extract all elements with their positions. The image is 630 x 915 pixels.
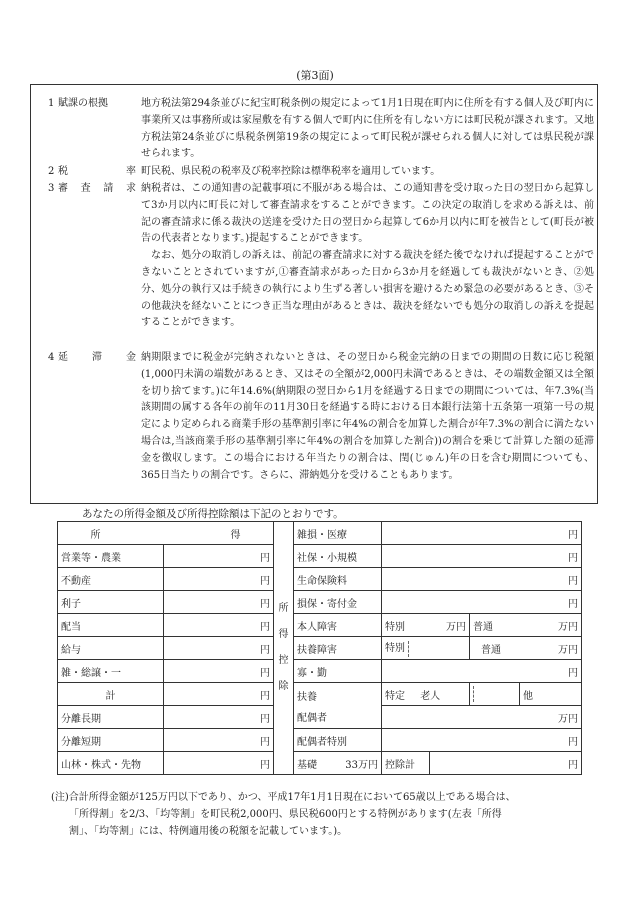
deduction-label: 扶養 配偶者 (294, 683, 382, 729)
income-amount: 円 (164, 591, 274, 614)
section-number: 2 (48, 166, 55, 177)
deduction-amount: 円 (382, 591, 582, 614)
basic-deduction: 基礎 33万円 (294, 752, 382, 775)
deduction-vertical-label: 所 得 控 除 (274, 522, 294, 775)
income-amount: 円 (164, 706, 274, 729)
deduction-total-label: 控除計 (382, 752, 430, 775)
section-rate (48, 164, 594, 181)
income-total-label: 計 (58, 683, 164, 706)
income-total-amount: 円 (164, 683, 274, 706)
income-label: 山林・株式・先物 (58, 752, 164, 775)
section-number: 4 (48, 352, 55, 363)
deduction-label: 寡・勤 (294, 660, 382, 683)
deduction-label: 本人障害 (294, 614, 382, 637)
income-label: 配当 (58, 614, 164, 637)
footnote: (注)合計所得金額が125万円以下であり、かつ、平成17年1月1日現在において65歳以上である場合は、 「所得割」を2/3、「均等割」を町民税2,000円、県民税600円とする特例があります(左表「所得 割」、「均等割」には、特例適用後の税額を記載しています。)。 (51, 792, 516, 837)
table-intro: あなたの所得金額及び所得控除額は下記のとおりです。 (82, 508, 344, 520)
income-amount: 円 (164, 752, 274, 775)
section-body: 町民税、県民税の税率及び税率控除は標準税率を適用しています。 (141, 166, 441, 177)
section-body: 地方税法第294条並びに紀宝町税条例の規定によって1月1日現在町内に住所を有する個人及び町内に事業所又は事務所或は家屋敷を有する個人で町内に住所を有しない方には町民税が課されます。又地方税法第24条並びに県税条例第19条の規定によって町民税が課せられる個人に対しては県民税が課せられます。 (141, 98, 594, 160)
income-label: 分離短期 (58, 729, 164, 752)
dependent-disability-special: 特別 (382, 637, 470, 660)
section-delinquency (48, 350, 594, 484)
dependent-disability-normal: 普通 万円 (470, 637, 582, 660)
deduction-amount: 円 (382, 568, 582, 591)
income-deduction-table (57, 521, 582, 775)
disability-special: 特別 万円 (382, 614, 470, 637)
income-label: 営業等・農業 (58, 545, 164, 568)
income-amount: 円 (164, 660, 274, 683)
dependent-other: 他 (520, 683, 582, 706)
deduction-amount: 円 (382, 729, 582, 752)
deduction-label: 配偶者特別 (294, 729, 382, 752)
income-label: 不動産 (58, 568, 164, 591)
section-number: 1 (48, 98, 55, 109)
disability-normal: 普通 万円 (470, 614, 582, 637)
spouse-amount: 万円 (382, 706, 582, 729)
deduction-label: 社保・小規模 (294, 545, 382, 568)
income-amount: 円 (164, 545, 274, 568)
deduction-total-amount: 円 (430, 752, 582, 775)
deduction-label: 扶養障害 (294, 637, 382, 660)
income-amount: 円 (164, 614, 274, 637)
income-amount: 円 (164, 637, 274, 660)
section-body: 納期限までに税金が完納されないときは、その翌日から税金完納の日までの期間の日数に応じ税額(1,000円未満の端数があるとき、又はその全額が2,000円未満であるときは、その端数金額又は全額を切り捨てます。)に年14.6%(納期限の翌日から1月を経過する日までの期間については、年7.3%(当該期間の属する各年の前年の11月30日を経過する時における日本銀行法第十五条第一項第一号の規定により定められる商業手形の基準割引率に年4%の割合を加算した割合が年7.3%の割合に満たない場合は,当該商業手形の基準割引率に年4%の割合を加算した割合))の割合を乗じて計算した額の延滞金を徴収します。この場合における年当たりの割合は、閏(じゅん)年の日を含む期間についても、365日当たりの割合です。さらに、滞納処分を受けることもあります。 (141, 352, 594, 481)
dependent-specified: 特定 老人 (382, 683, 470, 706)
section-heading: 税 率 (58, 166, 136, 177)
income-label: 給与 (58, 637, 164, 660)
section-heading: 延 滞 金 (58, 352, 136, 363)
section-number: 3 (48, 183, 55, 194)
section-appeal (48, 181, 594, 332)
deduction-amount: 円 (382, 522, 582, 545)
section-basis (48, 96, 594, 163)
income-header: 所 得 (58, 522, 274, 545)
deduction-amount: 円 (382, 545, 582, 568)
income-amount: 円 (164, 568, 274, 591)
section-body-2: なお、処分の取消しの訴えは、前記の審査請求に対する裁決を経た後でなければ提起することができないこととされていますが,①審査請求があった日から3か月を経過しても裁決がないとき、②処分、処分の執行又は手続きの執行により生ずる著しい損害を避けるため緊急の必要があるとき、③その他裁決を経ないことにつき正当な理由があるときは、裁決を経ないでも処分の取消しの訴えを提起することができます。 (141, 250, 594, 329)
income-label: 利子 (58, 591, 164, 614)
page-number: (第3面) (296, 69, 334, 82)
income-label: 分離長期 (58, 706, 164, 729)
deduction-amount: 円 (382, 660, 582, 683)
income-label: 雑・総譲・一 (58, 660, 164, 683)
deduction-label: 雑損・医療 (294, 522, 382, 545)
section-heading: 賦課の根拠 (58, 98, 108, 109)
section-heading: 審 査 請 求 (58, 183, 136, 194)
deduction-label: 損保・寄付金 (294, 591, 382, 614)
deduction-label: 生命保険料 (294, 568, 382, 591)
section-body: 納税者は、この通知書の記載事項に不服がある場合は、この通知書を受け取った日の翌日から起算して3か月以内に町長に対して審査請求をすることができます。この決定の取消しを求める訴えは、前記の審査請求に係る裁決の送達を受けた日の翌日から起算して6か月以内に町を被告として(町長が被告の代表者となります。)提起することができます。 (141, 183, 594, 245)
income-amount: 円 (164, 729, 274, 752)
dependent-elderly-gap (470, 683, 520, 706)
